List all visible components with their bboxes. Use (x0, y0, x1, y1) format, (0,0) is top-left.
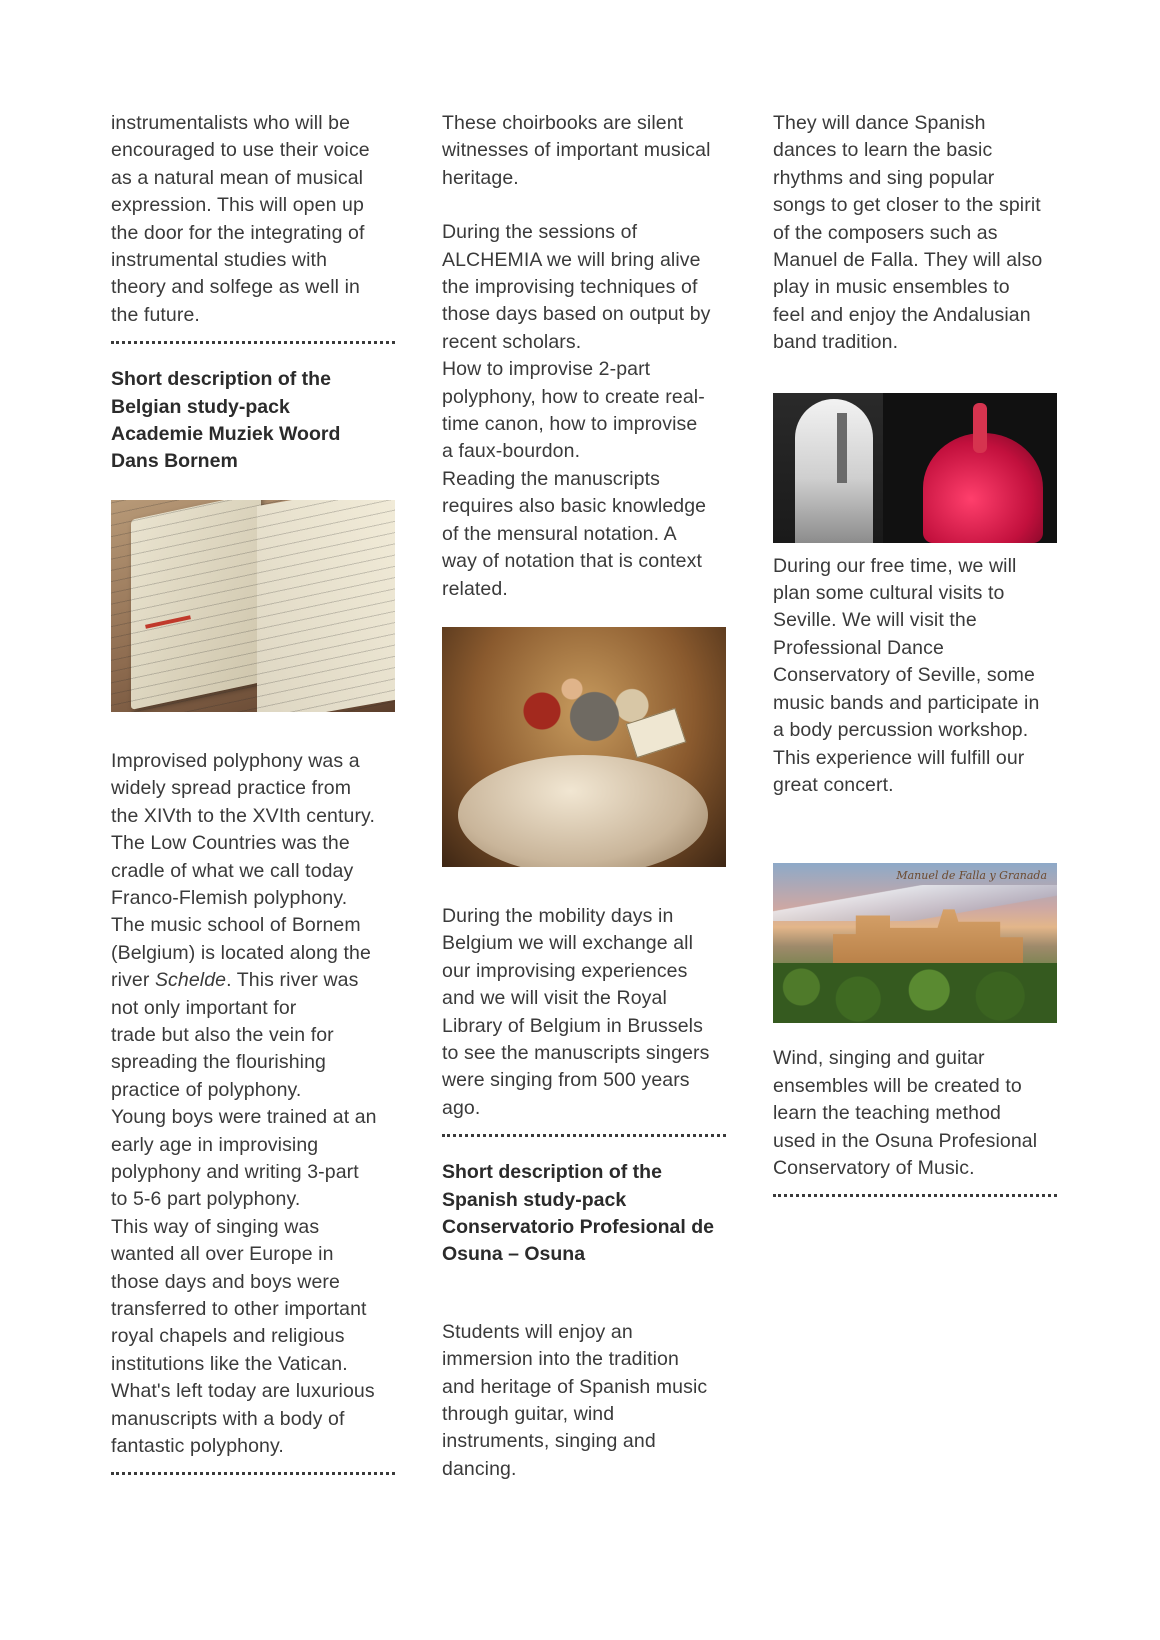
text-line: widely spread practice from (111, 777, 352, 800)
text-line: Seville. We will visit the (773, 609, 977, 632)
text-line: Conservatory of Seville, some (773, 664, 1035, 687)
text-line: to see the manuscripts singers (442, 1041, 710, 1064)
column-1 (111, 110, 395, 1475)
text-line: What's left today are luxurious (111, 1380, 375, 1403)
text-line: How to improvise 2-part (442, 358, 651, 381)
text-line: cradle of what we call today (111, 859, 354, 882)
text-line: our improvising experiences (442, 959, 688, 982)
text-line: polyphony, how to create real- (442, 385, 705, 408)
text-line: During the mobility days in (442, 904, 674, 927)
text-line: Belgium we will exchange all (442, 932, 694, 955)
text-line: During our free time, we will (773, 554, 1017, 577)
text-line: institutions like the Vatican. (111, 1352, 348, 1375)
choirbooks-paragraph (442, 110, 726, 192)
text-line: as a natural mean of musical (111, 166, 364, 189)
text-line: transferred to other important (111, 1298, 367, 1320)
text-line: manuscripts with a body of (111, 1407, 345, 1430)
text-line: dances to learn the basic (773, 139, 993, 162)
heading-line: Belgian study-pack (111, 395, 290, 418)
heading-line: Short description of the (111, 368, 331, 391)
dotted-divider (773, 1194, 1057, 1197)
text-line: encouraged to use their voice (111, 139, 370, 162)
text-line: This way of singing was (111, 1215, 320, 1238)
dotted-divider (442, 1134, 726, 1137)
text-line: theory and solfege as well in (111, 276, 360, 299)
text-line: plan some cultural visits to (773, 582, 1005, 605)
text-line: This experience will fulfill our (773, 746, 1025, 769)
heading-line: Spanish study-pack (442, 1188, 627, 1211)
text-line: Franco-Flemish polyphony. (111, 886, 348, 909)
text-span: river (111, 969, 155, 992)
text-line: of the composers such as (773, 221, 998, 244)
text-line: spreading the flourishing (111, 1051, 326, 1074)
dotted-divider (111, 1472, 395, 1475)
text-line: ago. (442, 1096, 481, 1119)
text-line: During the sessions of (442, 221, 638, 244)
text-line: early age in improvising (111, 1133, 319, 1156)
river-name: Schelde (154, 969, 227, 992)
ensembles-paragraph (773, 1045, 1057, 1182)
text-line: music bands and participate in (773, 691, 1040, 714)
text-line: those days and boys were (111, 1270, 340, 1293)
text-line: way of notation that is context (442, 550, 702, 573)
polyphony-paragraph (111, 748, 395, 1461)
heading-line: Academie Muziek Woord (111, 423, 341, 446)
text-line: ALCHEMIA we will bring alive (442, 248, 701, 271)
text-line: through guitar, wind (442, 1403, 615, 1425)
text-line: immersion into the tradition (442, 1348, 679, 1371)
text-line: the future. (111, 303, 200, 326)
text-line: not only important for (111, 996, 297, 1019)
heading-line: Conservatorio Profesional de (442, 1215, 714, 1238)
text-line: The Low Countries was the (111, 832, 350, 855)
text-line (111, 967, 395, 994)
text-line: Students will enjoy an (442, 1320, 633, 1343)
text-line: band tradition. (773, 331, 899, 354)
belgian-heading (111, 366, 395, 476)
text-line: expression. This will open up (111, 194, 364, 217)
text-line: ensembles will be created to (773, 1074, 1022, 1097)
text-line: of the mensural notation. A (442, 522, 677, 545)
text-line: great concert. (773, 773, 894, 796)
text-line: Wind, singing and guitar (773, 1047, 985, 1070)
text-line: requires also basic knowledge (442, 495, 707, 518)
text-line: instrumentalists who will be (111, 112, 351, 134)
text-line: heritage. (442, 166, 519, 189)
text-line: were singing from 500 years (442, 1069, 690, 1092)
alhambra-image (773, 863, 1057, 1023)
text-line: royal chapels and religious (111, 1325, 345, 1348)
students-paragraph (442, 1319, 726, 1483)
text-line: to 5-6 part polyphony. (111, 1188, 301, 1211)
text-line: practice of polyphony. (111, 1078, 302, 1101)
text-line: Manuel de Falla. They will also (773, 249, 1043, 272)
text-line: Conservatory of Music. (773, 1156, 975, 1179)
text-line: instrumental studies with (111, 249, 328, 272)
column-2 (442, 110, 726, 1483)
intro-paragraph (111, 110, 395, 329)
text-line: (Belgium) is located along the (111, 941, 371, 964)
text-line: wanted all over Europe in (111, 1243, 334, 1266)
text-line: those days based on output by (442, 303, 711, 326)
text-line: Reading the manuscripts (442, 467, 660, 490)
text-line: feel and enjoy the Andalusian (773, 303, 1031, 326)
text-line: a body percussion workshop. (773, 719, 1029, 742)
text-line: polyphony and writing 3-part (111, 1160, 359, 1183)
heading-line: Short description of the (442, 1161, 662, 1184)
text-line: Professional Dance (773, 636, 944, 659)
text-line: These choirbooks are silent (442, 112, 684, 134)
free-time-paragraph (773, 553, 1057, 800)
mobility-paragraph (442, 903, 726, 1122)
manuscript-image (111, 500, 395, 712)
text-line: the improvising techniques of (442, 276, 698, 299)
text-line: Library of Belgium in Brussels (442, 1014, 703, 1037)
heading-line: Osuna – Osuna (442, 1243, 586, 1266)
text-line: Improvised polyphony was a (111, 749, 360, 772)
text-line: songs to get closer to the spirit (773, 194, 1041, 217)
text-span: . This river was (226, 969, 359, 992)
image-signature: Manuel de Falla y Granada (896, 869, 1047, 883)
dance-paragraph (773, 110, 1057, 357)
text-line: learn the teaching method (773, 1102, 1001, 1125)
text-line: related. (442, 577, 508, 600)
text-line: play in music ensembles to (773, 276, 1010, 299)
text-line: the door for the integrating of (111, 221, 365, 244)
painting-image (442, 627, 726, 867)
sessions-paragraph (442, 219, 726, 603)
text-line: Young boys were trained at an (111, 1106, 377, 1129)
text-line: trade but also the vein for (111, 1023, 334, 1046)
text-line: used in the Osuna Profesional (773, 1129, 1038, 1152)
heading-line: Dans Bornem (111, 450, 238, 473)
dotted-divider (111, 341, 395, 344)
text-line: witnesses of important musical (442, 139, 711, 162)
text-line: and heritage of Spanish music (442, 1375, 708, 1398)
text-line: instruments, singing and (442, 1430, 656, 1453)
text-line: dancing. (442, 1457, 517, 1480)
text-line: the XIVth to the XVIth century. (111, 804, 375, 827)
text-line: a faux-bourdon. (442, 440, 581, 463)
text-line: rhythms and sing popular (773, 166, 995, 189)
seville-dance-image (773, 393, 1057, 543)
text-line: and we will visit the Royal (442, 987, 667, 1010)
text-line: fantastic polyphony. (111, 1435, 284, 1458)
text-line: recent scholars. (442, 330, 582, 353)
column-3 (773, 110, 1057, 1197)
spanish-heading (442, 1159, 726, 1269)
text-line: time canon, how to improvise (442, 413, 698, 436)
text-line: They will dance Spanish (773, 112, 986, 134)
text-line: The music school of Bornem (111, 914, 361, 937)
